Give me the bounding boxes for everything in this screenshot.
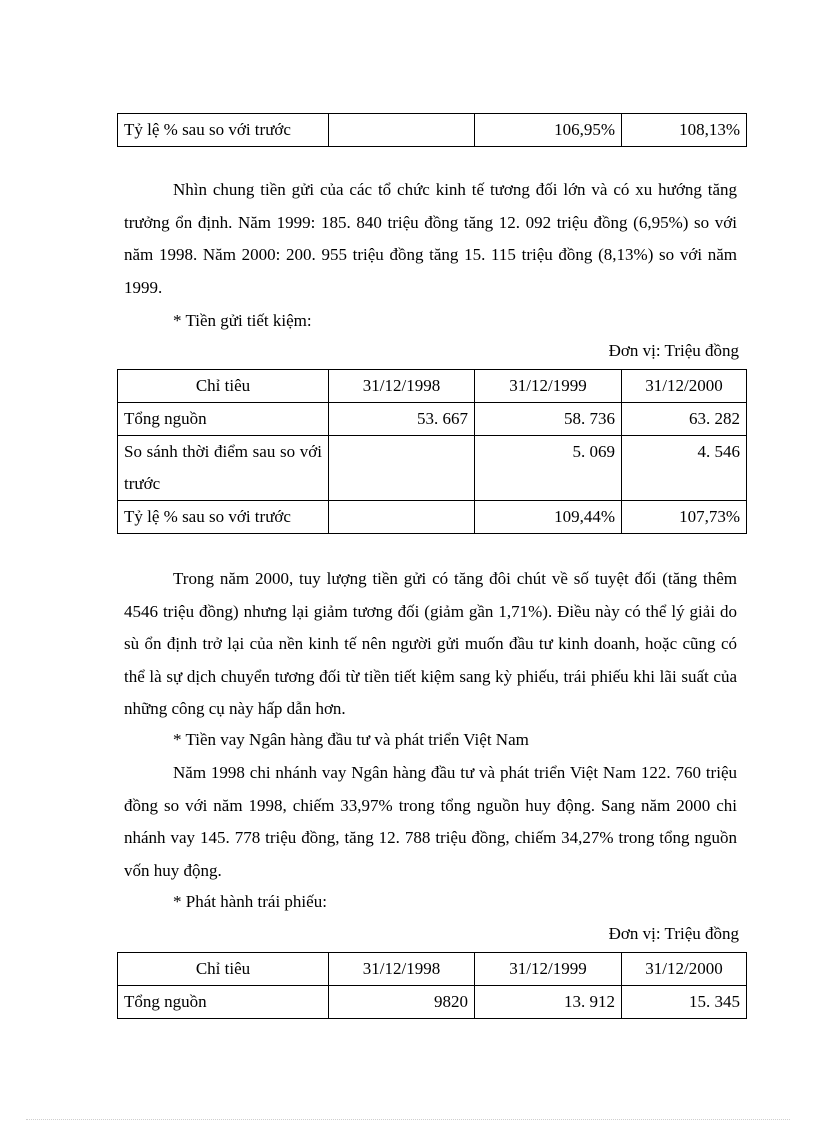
unit-label: Đơn vị: Triệu đồng [608, 924, 739, 943]
table-cell: 4. 546 [622, 436, 747, 501]
table-savings-deposits [117, 369, 747, 534]
paragraph-deposits-summary: Nhìn chung tiền gửi của các tổ chức kinh tế tương đối lớn và có xu hướng tăng trưởng ổn định. Năm 1999: 185. 840 triệu đồng tăng 12. 092 triệu đồng (6,95%) so với năm 1998. Năm 2000: 200. 955 triệu đồng tăng 15. 115 triệu đồng (8,13%) so với năm 1999. [124, 180, 737, 297]
heading-bond-issuance: * Phát hành trái phiếu: [173, 892, 327, 911]
table-cell [329, 114, 475, 147]
table-row [118, 501, 747, 534]
table-cell: 58. 736 [475, 403, 622, 436]
paragraph-bank-loans: Năm 1998 chi nhánh vay Ngân hàng đầu tư và phát triển Việt Nam 122. 760 triệu đồng so với năm 1998, chiếm 33,97% trong tổng nguồn huy động. Sang năm 2000 chi nhánh vay 145. 778 triệu đồng, tăng 12. 788 triệu đồng, chiếm 34,27% trong tổng nguồn vốn huy động. [124, 763, 737, 880]
column-header: Chỉ tiêu [118, 953, 329, 986]
table-cell [329, 501, 475, 534]
table-header-row [118, 953, 747, 986]
table-header-row [118, 370, 747, 403]
heading-savings-deposits: * Tiền gửi tiết kiệm: [173, 311, 312, 330]
column-header: 31/12/1998 [329, 370, 475, 403]
table-cell: Tỷ lệ % sau so với trước [118, 114, 329, 147]
table-cell: Tổng nguồn [118, 986, 329, 1019]
table-cell: Tỷ lệ % sau so với trước [118, 501, 329, 534]
table-row [118, 986, 747, 1019]
table-cell: 15. 345 [622, 986, 747, 1019]
page-footer-divider [26, 1119, 790, 1120]
column-header: 31/12/1998 [329, 953, 475, 986]
table-bond-issuance [117, 952, 747, 1019]
table-cell: 63. 282 [622, 403, 747, 436]
table-cell [329, 436, 475, 501]
table-row [118, 114, 747, 147]
table-cell: 108,13% [622, 114, 747, 147]
table-cell: So sánh thời điểm sau so với trước [118, 436, 329, 501]
table-cell: 106,95% [475, 114, 622, 147]
table-row [118, 436, 747, 501]
column-header: 31/12/2000 [622, 953, 747, 986]
paragraph-savings-analysis: Trong năm 2000, tuy lượng tiền gửi có tăng đôi chút về số tuyệt đối (tăng thêm 4546 triệu đồng) nhưng lại giảm tương đối (giảm gần 1,71%). Điều này có thể lý giải do sù ổn định trở lại của nền kinh tế nên người gửi muốn đầu tư kinh doanh, hoặc cũng có thể là sự dịch chuyển tương đối từ tiền tiết kiệm sang kỳ phiếu, trái phiếu khi lãi suất của những công cụ này hấp dẫn hơn. [124, 569, 737, 718]
unit-label: Đơn vị: Triệu đồng [608, 341, 739, 360]
table-row [118, 403, 747, 436]
table-cell: 53. 667 [329, 403, 475, 436]
table-cell: 9820 [329, 986, 475, 1019]
table-cell: 5. 069 [475, 436, 622, 501]
table-cell: 109,44% [475, 501, 622, 534]
table-cell: 107,73% [622, 501, 747, 534]
column-header: 31/12/2000 [622, 370, 747, 403]
column-header: 31/12/1999 [475, 953, 622, 986]
table-deposits-continued [117, 113, 747, 147]
heading-bank-loans: * Tiền vay Ngân hàng đầu tư và phát triển Việt Nam [173, 730, 529, 749]
column-header: 31/12/1999 [475, 370, 622, 403]
table-cell: 13. 912 [475, 986, 622, 1019]
table-cell: Tổng nguồn [118, 403, 329, 436]
column-header: Chỉ tiêu [118, 370, 329, 403]
